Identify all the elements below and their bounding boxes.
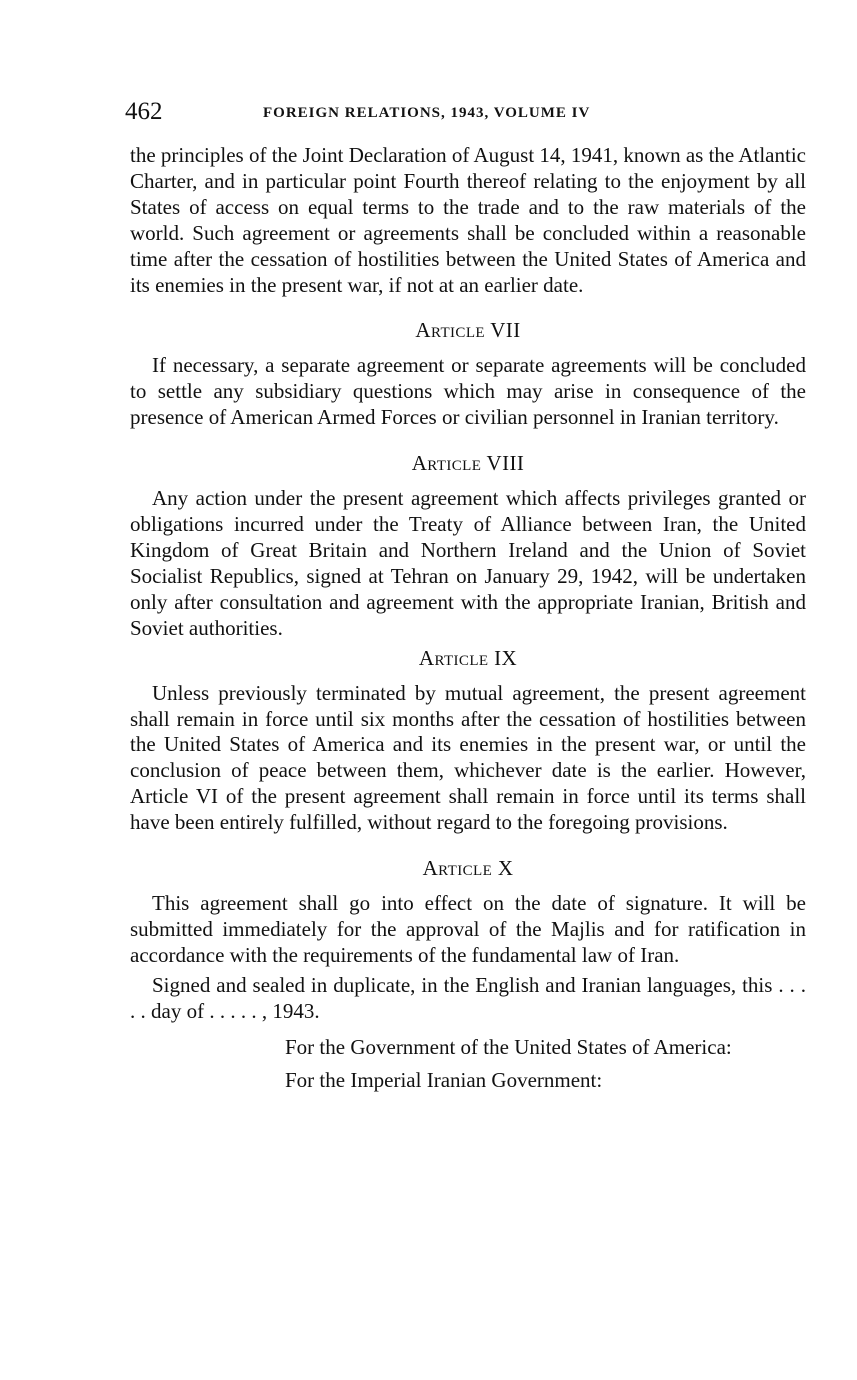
page-number: 462: [125, 98, 163, 125]
article-x-heading: Article X: [422, 856, 514, 881]
article-viii-paragraph: Any action under the present agreement which affects privileges granted or obligations incurred under the Treaty of Alliance between Iran, the United Kingdom of Great Britain and Northern Ireland and the Union of Soviet Socialist Republics, signed at Tehran on January 29, 1942, will be undertaken only after consultation and agreement with the appropriate Iranian, British and Soviet authorities.: [130, 486, 806, 640]
article-vii-paragraph: If necessary, a separate agreement or separate agreements will be concluded to settle any subsidiary questions which may arise in consequence of the presence of American Armed Forces or civilian personnel in Iranian territory.: [130, 353, 806, 430]
article-ix-heading: Article IX: [418, 645, 518, 670]
header-title: FOREIGN RELATIONS, 1943, VOLUME IV: [263, 105, 591, 121]
article-ix-paragraph: Unless previously terminated by mutual agreement, the present agreement shall remain in force until six months after the cessation of hostilities between the United States of America and its enemies in the present war, or until the conclusion of peace between them, whichever date is the earlier. However, Article VI of the present agreement shall remain in force until its terms shall have been entirely fulfilled, without regard to the foregoing provisions.: [130, 680, 806, 835]
signature-block: [285, 1035, 806, 1095]
document-page: [125, 98, 806, 1102]
article-viii-heading: Article VIII: [411, 451, 525, 476]
us-signature-line: For the Government of the United States of America:: [285, 1034, 732, 1059]
intro-paragraph: the principles of the Joint Declaration of August 14, 1941, known as the Atlantic Charter, and in particular point Fourth thereof relating to the enjoyment by all States of access on equal terms to the trade and to the raw materials of the world. Such agreement or agreements shall be concluded within a reasonable time after the cessation of hostilities between the United States of America and its enemies in the present war, if not at an earlier date.: [130, 143, 806, 297]
signed-sealed-paragraph: Signed and sealed in duplicate, in the English and Iranian languages, this . . . . . day of . . . . . , 1943.: [130, 972, 806, 1023]
article-vii-heading: Article VII: [415, 318, 521, 343]
running-head: [125, 98, 806, 132]
iran-signature-line: For the Imperial Iranian Government:: [285, 1068, 603, 1093]
article-x-paragraph: This agreement shall go into effect on the date of signature. It will be submitted immediately for the approval of the Majlis and for ratification in accordance with the requirements of the fundamental law of Iran.: [130, 891, 806, 967]
